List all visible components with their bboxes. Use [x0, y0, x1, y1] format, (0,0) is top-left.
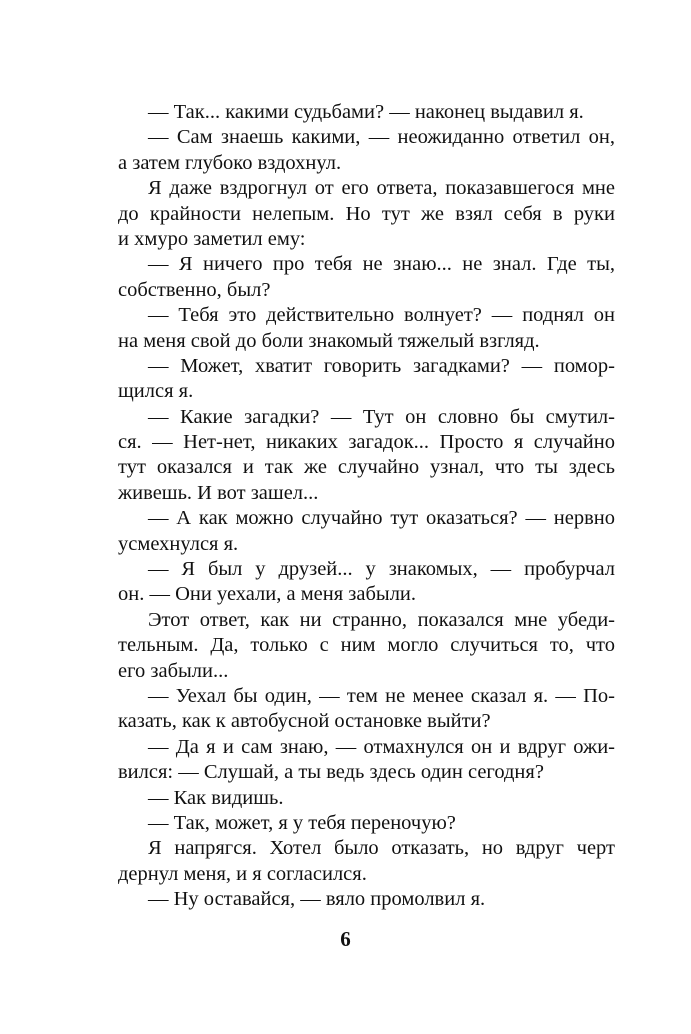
paragraph-line: ся. — Нет-нет, никаких загадок... Просто я случайно — [118, 431, 615, 454]
paragraph-line: усмехнулся я. — [118, 532, 239, 555]
paragraph-line: — Может, хватит говорить загадками? — помор- — [148, 354, 615, 377]
page-number: 6 — [340, 927, 351, 951]
paragraph-line: Я даже вздрогнул от его ответа, показавшегося мне — [148, 177, 615, 200]
paragraph-line: — А как можно случайно тут оказаться? — нервно — [148, 507, 615, 530]
paragraph-line: — Я ничего про тебя не знаю... не знал. Где ты, — [148, 253, 615, 276]
paragraph-line: — Ну оставайся, — вяло промолвил я. — [148, 888, 486, 911]
paragraph-line: — Уехал бы один, — тем не менее сказал я. — По- — [148, 684, 615, 707]
paragraph-line: — Какие загадки? — Тут он словно бы смутил- — [148, 405, 615, 428]
paragraph-line: вился: — Слушай, а ты ведь здесь один сегодня? — [118, 761, 544, 784]
paragraph-line: а затем глубоко вздохнул. — [118, 151, 342, 174]
paragraph-line: до крайности нелепым. Но тут же взял себя в руки — [118, 202, 615, 225]
paragraph-line: — Сам знаешь какими, — неожиданно ответил он, — [148, 126, 615, 149]
paragraph-line: — Да я и сам знаю, — отмахнулся он и вдруг ожи- — [148, 735, 615, 758]
paragraph-line: — Так, может, я у тебя переночую? — [148, 811, 456, 834]
paragraph-line: Этот ответ, как ни странно, показался мне убеди- — [148, 608, 615, 631]
paragraph-line: тут оказался и так же случайно узнал, что ты здесь — [118, 456, 615, 479]
book-page-text — [118, 100, 615, 913]
paragraph-line: казать, как к автобусной остановке выйти? — [118, 710, 491, 733]
paragraph-line: — Как видишь. — [148, 786, 284, 809]
paragraph-line: и хмуро заметил ему: — [118, 227, 306, 250]
paragraph-line: Я напрягся. Хотел было отказать, но вдруг черт — [148, 837, 615, 860]
paragraph-line: тельным. Да, только с ним могло случиться то, что — [118, 634, 615, 657]
paragraph-line: — Так... какими судьбами? — наконец выдавил я. — [148, 101, 584, 123]
paragraph-line: на меня свой до боли знакомый тяжелый взгляд. — [118, 329, 540, 352]
paragraph-line: — Я был у друзей... у знакомых, — пробурчал — [148, 558, 615, 581]
paragraph-line: дернул меня, и я согласился. — [118, 862, 367, 885]
paragraph-line: щился я. — [118, 380, 194, 403]
paragraph-line: его забыли... — [118, 659, 229, 682]
paragraph-line: живешь. И вот зашел... — [118, 481, 319, 504]
paragraph-line: собственно, был? — [118, 278, 271, 301]
paragraph-line: — Тебя это действительно волнует? — поднял он — [148, 304, 615, 327]
paragraph-line: он. — Они уехали, а меня забыли. — [118, 583, 417, 606]
